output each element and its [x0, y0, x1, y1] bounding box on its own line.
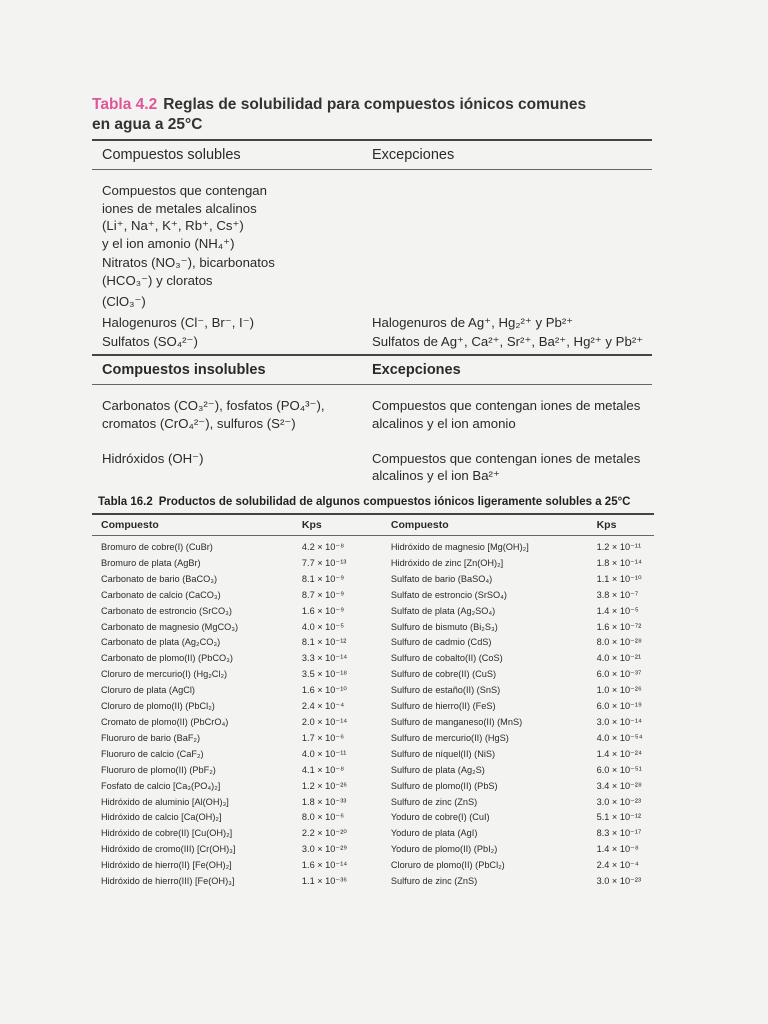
cell-text: (Li⁺, Na⁺, K⁺, Rb⁺, Cs⁺)	[102, 218, 244, 234]
kps-cell: 3.8 × 10⁻⁷	[596, 589, 639, 600]
table-row	[92, 731, 654, 747]
table-16-2-number: Tabla 16.2	[98, 496, 153, 508]
soluble-header: Compuestos solubles	[102, 147, 241, 163]
insoluble-row-carbonates	[92, 397, 652, 432]
cell-text: alcalinos y el ion Ba²⁺	[372, 468, 500, 484]
table-row	[92, 699, 654, 715]
kps-cell: 6.0 × 10⁻¹⁹	[596, 701, 642, 712]
kps-cell: 1.4 × 10⁻⁸	[596, 844, 639, 855]
compound-cell: Hidróxido de cobre(II) [Cu(OH)₂]	[101, 828, 233, 839]
compound-cell: Cloruro de plomo(II) (PbCl₂)	[390, 860, 505, 871]
table-row	[92, 635, 654, 651]
kps-cell: 8.3 × 10⁻¹⁷	[596, 828, 642, 839]
cell-text: Hidróxidos (OH⁻)	[102, 450, 204, 466]
kps-cell: 2.4 × 10⁻⁴	[596, 860, 639, 871]
table-row	[92, 588, 654, 604]
compound-cell: Cloruro de plata (AgCl)	[101, 685, 195, 696]
cell-text: Carbonatos (CO₃²⁻), fosfatos (PO₄³⁻),	[102, 398, 325, 414]
kps-cell: 2.0 × 10⁻¹⁴	[301, 716, 348, 727]
cell-text: Halogenuros de Ag⁺, Hg₂²⁺ y Pb²⁺	[372, 315, 574, 331]
kps-cell: 4.0 × 10⁻²¹	[596, 653, 642, 664]
compound-cell: Fluoruro de bario (BaF₂)	[101, 732, 201, 743]
table-row	[92, 683, 654, 699]
table-16-2-title	[92, 494, 654, 510]
compound-cell: Sulfuro de cobre(II) (CuS)	[390, 669, 497, 680]
kps-cell: 4.0 × 10⁻⁵⁴	[596, 732, 643, 743]
kps-cell: 1.6 × 10⁻⁹	[301, 605, 345, 616]
compound-cell: Sulfuro de mercurio(II) (HgS)	[390, 732, 509, 743]
compound-cell: Hidróxido de hierro(III) [Fe(OH)₃]	[101, 876, 235, 887]
table-row	[92, 667, 654, 683]
kps-cell: 1.4 × 10⁻²⁴	[596, 748, 642, 759]
kps-cell: 3.0 × 10⁻²⁹	[301, 844, 348, 855]
cell-text: Compuestos que contengan iones de metales	[372, 450, 641, 466]
insoluble-exceptions-header: Excepciones	[372, 362, 461, 379]
cell-text: Nitratos (NO₃⁻), bicarbonatos	[102, 255, 275, 271]
kps-cell: 2.4 × 10⁻⁴	[301, 701, 345, 712]
cell-text: (HCO₃⁻) y cloratos	[102, 272, 213, 288]
table-4-2-title-line1: Reglas de solubilidad para compuestos iónicos comunes	[163, 96, 587, 113]
compound-cell: Carbonato de plomo(II) (PbCO₃)	[101, 653, 233, 664]
soluble-exceptions-header: Excepciones	[372, 147, 455, 163]
kps-cell: 1.2 × 10⁻²⁶	[301, 780, 348, 791]
kps-cell: 3.0 × 10⁻¹⁴	[596, 716, 642, 727]
compound-cell: Carbonato de magnesio (MgCO₃)	[101, 621, 239, 632]
insoluble-row-hydroxides	[92, 450, 652, 485]
soluble-row-sulfates	[92, 333, 652, 351]
kps-cell: 4.2 × 10⁻⁸	[301, 542, 345, 552]
compound-cell: Carbonato de bario (BaCO₃)	[101, 573, 218, 584]
cell-text: y el ion amonio (NH₄⁺)	[102, 235, 235, 251]
table-row	[92, 651, 654, 667]
kps-cell: 6.0 × 10⁻⁵¹	[596, 764, 642, 775]
kps-cell: 8.1 × 10⁻¹²	[301, 637, 347, 648]
cell-text: Sulfatos de Ag⁺, Ca²⁺, Sr²⁺, Ba²⁺, Hg²⁺ y Pb²⁺	[372, 333, 644, 349]
kps-cell: 3.0 × 10⁻²³	[596, 876, 642, 887]
col-kps-header: Kps	[301, 519, 322, 531]
compound-cell: Hidróxido de aluminio [Al(OH)₃]	[101, 796, 229, 807]
kps-cell: 2.2 × 10⁻²⁰	[301, 828, 347, 839]
compound-cell: Hidróxido de zinc [Zn(OH)₂]	[390, 557, 504, 568]
kps-cell: 1.7 × 10⁻⁶	[301, 732, 345, 743]
kps-cell: 8.0 × 10⁻⁶	[301, 812, 345, 823]
soluble-row-nitrates	[92, 254, 652, 310]
table-row	[92, 747, 654, 763]
cell-text: cromatos (CrO₄²⁻), sulfuros (S²⁻)	[102, 415, 296, 431]
kps-cell: 5.1 × 10⁻¹²	[596, 812, 642, 823]
table-4-2-title-line2: en agua a 25°C	[92, 116, 203, 133]
compound-cell: Carbonato de calcio (CaCO₃)	[101, 589, 221, 600]
compound-cell: Sulfato de estroncio (SrSO₄)	[390, 589, 507, 600]
col-compound-header: Compuesto	[390, 519, 449, 531]
compound-cell: Sulfuro de estaño(II) (SnS)	[390, 685, 501, 696]
kps-cell: 1.6 × 10⁻¹⁰	[301, 685, 347, 696]
cell-text: Compuestos que contengan iones de metales	[372, 398, 641, 414]
compound-cell: Sulfato de plata (Ag₂SO₄)	[390, 605, 496, 616]
table-4-2	[92, 95, 652, 485]
compound-cell: Cloruro de plomo(II) (PbCl₂)	[101, 701, 215, 712]
compound-cell: Carbonato de plata (Ag₂CO₃)	[101, 637, 221, 648]
table-row	[92, 858, 654, 874]
table-row	[92, 795, 654, 811]
kps-cell: 7.7 × 10⁻¹³	[301, 557, 347, 568]
table-row	[92, 572, 654, 588]
kps-cell: 1.8 × 10⁻³³	[301, 796, 347, 807]
compound-cell: Cloruro de mercurio(I) (Hg₂Cl₂)	[101, 669, 228, 680]
compound-cell: Sulfuro de manganeso(II) (MnS)	[390, 716, 523, 727]
kps-cell: 1.6 × 10⁻⁷²	[596, 621, 642, 632]
compound-cell: Sulfuro de cadmio (CdS)	[390, 637, 492, 648]
table-row	[92, 556, 654, 572]
kps-cell: 8.1 × 10⁻⁹	[301, 573, 345, 584]
table-16-2	[92, 494, 654, 890]
compound-cell: Sulfato de bario (BaSO₄)	[390, 573, 493, 584]
col-compound-header: Compuesto	[101, 519, 159, 531]
soluble-row-alkali	[92, 182, 652, 252]
table-row	[92, 874, 654, 890]
table-row	[92, 842, 654, 858]
kps-cell: 3.5 × 10⁻¹⁸	[301, 669, 348, 680]
compound-cell: Sulfuro de zinc (ZnS)	[390, 876, 478, 887]
compound-cell: Hidróxido de calcio [Ca(OH)₂]	[101, 812, 222, 823]
cell-text: alcalinos y el ion amonio	[372, 415, 516, 431]
kps-cell: 8.0 × 10⁻²⁸	[596, 637, 642, 648]
table-4-2-number: Tabla 4.2	[92, 96, 158, 113]
compound-cell: Sulfuro de zinc (ZnS)	[390, 796, 478, 807]
compound-cell: Yoduro de cobre(I) (CuI)	[390, 812, 490, 823]
cell-text: (ClO₃⁻)	[102, 293, 146, 309]
kps-cell: 1.2 × 10⁻¹¹	[596, 542, 642, 552]
cell-text: iones de metales alcalinos	[102, 200, 257, 216]
compound-cell: Sulfuro de bismuto (Bi₂S₃)	[390, 621, 498, 632]
insoluble-header: Compuestos insolubles	[102, 362, 266, 379]
table-row	[92, 715, 654, 731]
compound-cell: Bromuro de cobre(I) (CuBr)	[101, 542, 213, 552]
compound-cell: Bromuro de plata (AgBr)	[101, 557, 201, 568]
insoluble-body	[92, 385, 652, 484]
table-16-2-rows	[92, 536, 654, 890]
compound-cell: Sulfuro de plomo(II) (PbS)	[390, 780, 498, 791]
kps-cell: 1.1 × 10⁻¹⁰	[596, 573, 642, 584]
table-row	[92, 779, 654, 795]
kps-cell: 3.0 × 10⁻²³	[596, 796, 642, 807]
compound-cell: Fosfato de calcio [Ca₃(PO₄)₂]	[101, 780, 221, 791]
compound-cell: Sulfuro de cobalto(II) (CoS)	[390, 653, 503, 664]
insoluble-header-row	[92, 356, 652, 384]
table-row	[92, 826, 654, 842]
compound-cell: Hidróxido de magnesio [Mg(OH)₂]	[390, 542, 529, 552]
table-row	[92, 620, 654, 636]
compound-cell: Sulfuro de hierro(II) (FeS)	[390, 701, 496, 712]
kps-cell: 3.3 × 10⁻¹⁴	[301, 653, 348, 664]
compound-cell: Carbonato de estroncio (SrCO₃)	[101, 605, 232, 616]
compound-cell: Sulfuro de plata (Ag₂S)	[390, 764, 485, 775]
table-row	[92, 604, 654, 620]
soluble-body	[92, 170, 652, 350]
compound-cell: Cromato de plomo(II) (PbCrO₄)	[101, 716, 229, 727]
table-16-2-header	[92, 515, 654, 535]
cell-text: Halogenuros (Cl⁻, Br⁻, I⁻)	[102, 315, 255, 331]
kps-cell: 8.7 × 10⁻⁹	[301, 589, 345, 600]
table-row	[92, 763, 654, 779]
cell-text: Compuestos que contengan	[102, 183, 267, 198]
kps-cell: 1.0 × 10⁻²⁶	[596, 685, 642, 696]
kps-cell: 1.8 × 10⁻¹⁴	[596, 557, 642, 568]
table-16-2-title-text: Productos de solubilidad de algunos compuestos iónicos ligeramente solubles a 25°C	[158, 496, 631, 508]
soluble-header-row	[92, 141, 652, 169]
kps-cell: 6.0 × 10⁻³⁷	[596, 669, 642, 680]
kps-cell: 1.4 × 10⁻⁵	[596, 605, 639, 616]
kps-cell: 4.1 × 10⁻⁸	[301, 764, 345, 775]
compound-cell: Hidróxido de cromo(III) [Cr(OH)₃]	[101, 844, 236, 855]
compound-cell: Sulfuro de níquel(II) (NiS)	[390, 748, 496, 759]
kps-cell: 4.0 × 10⁻¹¹	[301, 748, 347, 759]
table-4-2-title	[92, 95, 652, 135]
kps-cell: 1.1 × 10⁻³⁶	[301, 876, 348, 887]
compound-cell: Yoduro de plata (AgI)	[390, 828, 478, 839]
cell-text: Sulfatos (SO₄²⁻)	[102, 333, 198, 349]
kps-cell: 3.4 × 10⁻²⁸	[596, 780, 642, 791]
compound-cell: Fluoruro de plomo(II) (PbF₂)	[101, 764, 216, 775]
table-row	[92, 540, 654, 556]
compound-cell: Yoduro de plomo(II) (PbI₂)	[390, 844, 498, 855]
table-row	[92, 810, 654, 826]
kps-cell: 4.0 × 10⁻⁵	[301, 621, 345, 632]
compound-cell: Hidróxido de hierro(II) [Fe(OH)₂]	[101, 860, 232, 871]
soluble-row-halides	[92, 314, 652, 332]
compound-cell: Fluoruro de calcio (CaF₂)	[101, 748, 204, 759]
kps-cell: 1.6 × 10⁻¹⁴	[301, 860, 348, 871]
col-kps-header: Kps	[596, 519, 617, 531]
